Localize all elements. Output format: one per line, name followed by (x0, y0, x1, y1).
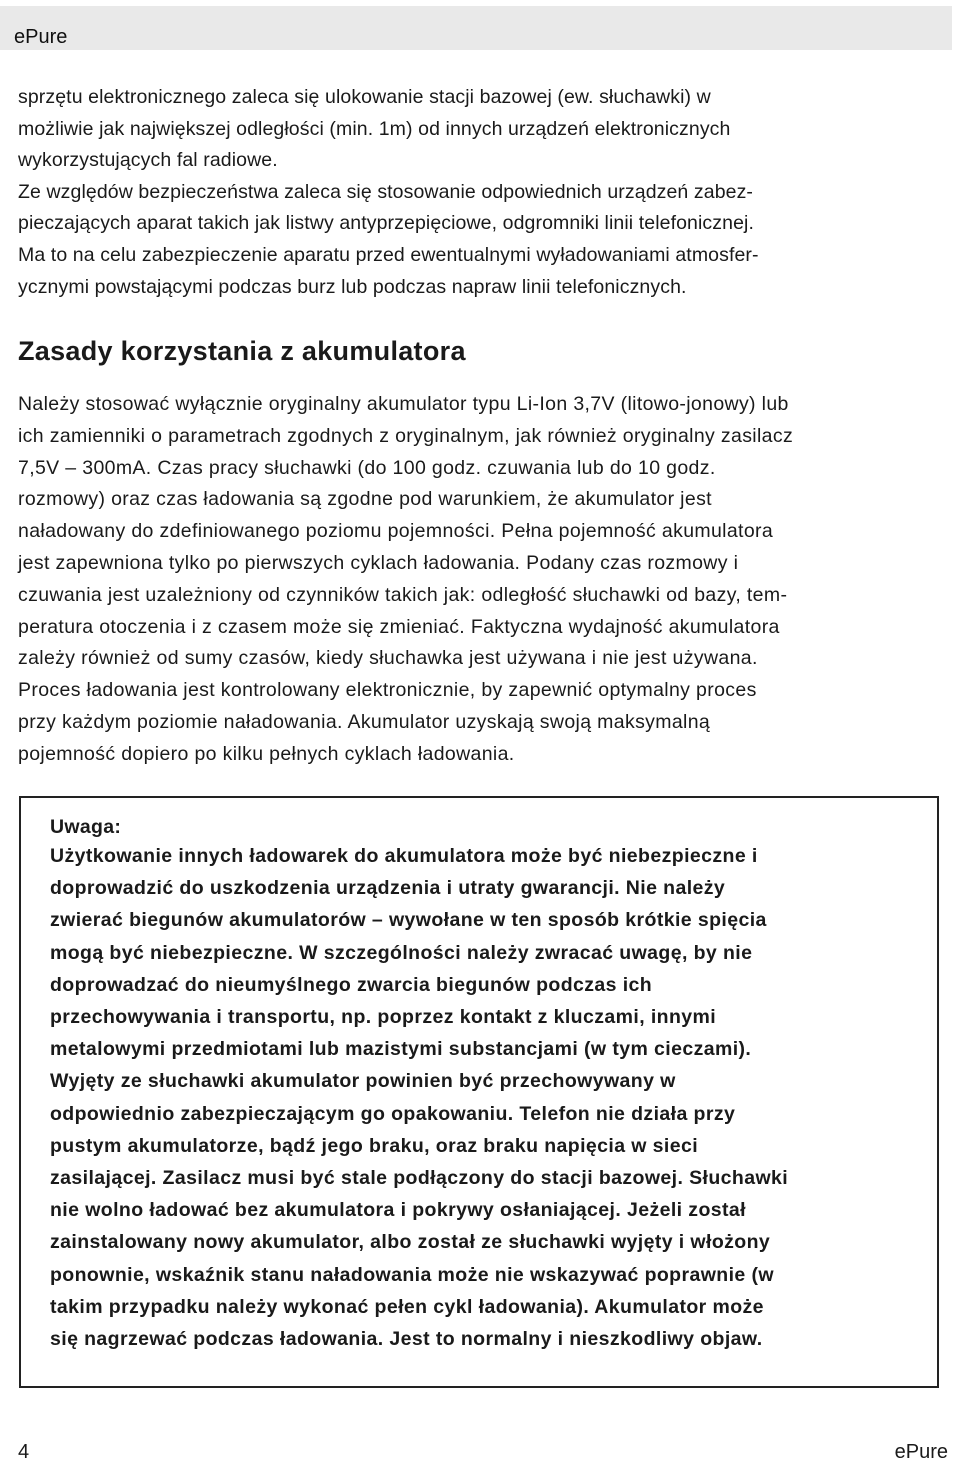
warning-line: Wyjęty ze słuchawki akumulator powinien być przechowywany w (50, 1070, 676, 1093)
body-line: jest zapewniona tylko po pierwszych cyklach ładowania. Podany czas rozmowy i (18, 551, 739, 574)
warning-text (50, 840, 930, 1355)
warning-line: zainstalowany nowy akumulator, albo został ze słuchawki wyjęty i włożony (50, 1231, 771, 1254)
intro-line: możliwie jak największej odległości (min. 1m) od innych urządzeń elektronicznych (18, 117, 731, 140)
intro-line: ycznymi powstającymi podczas burz lub podczas napraw linii telefonicznych. (18, 275, 687, 298)
warning-line: takim przypadku należy wykonać pełen cykl ładowania). Akumulator może (50, 1295, 764, 1318)
warning-line: mogą być niebezpieczne. W szczególności należy zwracać uwagę, by nie (50, 941, 753, 964)
body-line: przy każdym poziomie naładowania. Akumulator uzyskają swoją maksymalną (18, 710, 711, 733)
body-line: 7,5V – 300mA. Czas pracy słuchawki (do 100 godz. czuwania lub do 10 godz. (18, 456, 716, 479)
intro-line: sprzętu elektronicznego zaleca się ulokowanie stacji bazowej (ew. słuchawki) w (18, 86, 711, 108)
warning-line: metalowymi przedmiotami lub mazistymi substancjami (w tym cieczami). (50, 1038, 752, 1061)
section-heading: Zasady korzystania z akumulatora (18, 336, 466, 366)
intro-line: Ma to na celu zabezpieczenie aparatu przed ewentualnymi wyładowaniami atmosfer- (18, 243, 759, 266)
warning-line: zasilającej. Zasilacz musi być stale podłączony do stacji bazowej. Słuchawki (50, 1167, 789, 1190)
page-header (0, 6, 952, 50)
footer-brand: ePure (894, 1441, 948, 1463)
body-line: naładowany do zdefiniowanego poziomu pojemności. Pełna pojemność akumulatora (18, 520, 774, 543)
intro-line: pieczających aparat takich jak listwy antyprzepięciowe, odgromniki linii telefonicznej. (18, 212, 754, 235)
page-number: 4 (18, 1441, 30, 1463)
warning-line: ponownie, wskaźnik stanu naładowania może nie wskazywać poprawnie (w (50, 1263, 774, 1286)
intro-line: wykorzystujących fal radiowe. (18, 149, 278, 172)
warning-line: przechowywania i transportu, np. poprzez kontakt z kluczami, innymi (50, 1006, 717, 1029)
body-line: ich zamienniki o parametrach zgodnych z oryginalnym, jak również oryginalny zasilacz (18, 424, 794, 447)
battery-paragraph (18, 389, 943, 771)
warning-line: doprowadzać do nieumyślnego zwarcia biegunów podczas ich (50, 973, 653, 996)
body-line: zależy również od sumy czasów, kiedy słuchawka jest używana i nie jest używana. (18, 647, 758, 670)
body-line: Należy stosować wyłącznie oryginalny akumulator typu Li-Ion 3,7V (litowo-jonowy) lub (18, 393, 789, 415)
warning-line: odpowiednio zabezpieczającym go opakowaniu. Telefon nie działa przy (50, 1102, 736, 1125)
body-line: Proces ładowania jest kontrolowany elektronicznie, by zapewnić optymalny proces (18, 679, 757, 702)
body-line: czuwania jest uzależniony od czynników takich jak: odległość słuchawki od bazy, tem- (18, 583, 788, 606)
warning-line: doprowadzić do uszkodzenia urządzenia i utraty gwarancji. Nie należy (50, 877, 726, 900)
header-title: ePure (14, 26, 68, 48)
warning-line: nie wolno ładować bez akumulatora i pokrywy osłaniającej. Jeżeli został (50, 1199, 746, 1222)
intro-paragraph (18, 82, 938, 303)
warning-box (19, 796, 939, 1388)
body-line: peratura otoczenia i z czasem może się zmieniać. Faktyczna wydajność akumulatora (18, 615, 780, 638)
warning-line: zwierać biegunów akumulatorów – wywołane w ten sposób krótkie spięcia (50, 909, 767, 932)
warning-line: Użytkowanie innych ładowarek do akumulatora może być niebezpieczne i (50, 845, 758, 867)
intro-line: Ze względów bezpieczeństwa zaleca się stosowanie odpowiednich urządzeń zabez- (18, 180, 754, 203)
warning-line: się nagrzewać podczas ładowania. Jest to normalny i nieszkodliwy objaw. (50, 1328, 763, 1351)
body-line: rozmowy) oraz czas ładowania są zgodne pod warunkiem, że akumulator jest (18, 488, 712, 511)
body-line: pojemność dopiero po kilku pełnych cyklach ładowania. (18, 742, 515, 765)
warning-line: pustym akumulatorze, bądź jego braku, oraz braku napięcia w sieci (50, 1134, 699, 1157)
warning-title: Uwaga: (50, 816, 122, 838)
